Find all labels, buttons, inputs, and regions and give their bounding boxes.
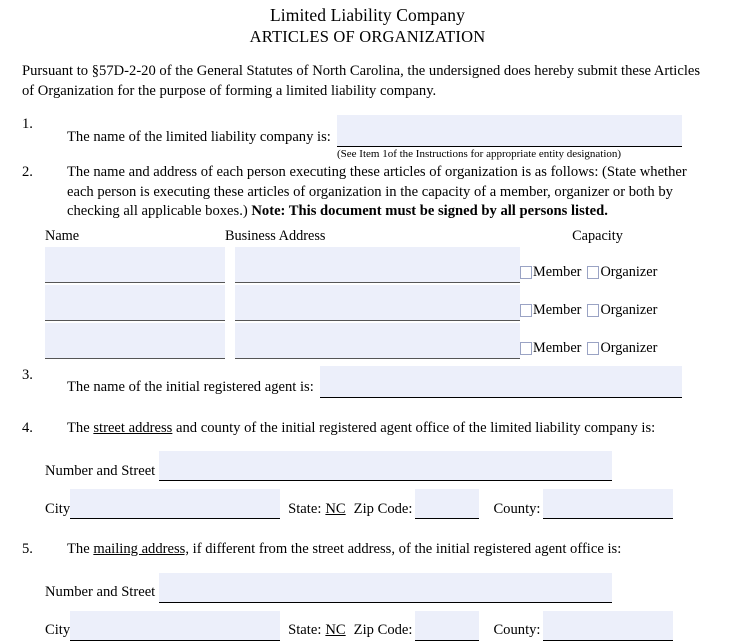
city-label: City [45, 622, 71, 638]
mailing-city-field[interactable] [70, 611, 280, 641]
item-2-number: 2. [22, 164, 33, 180]
item-1-number: 1. [22, 116, 33, 132]
signatory-name-field[interactable] [45, 323, 225, 359]
item-2-note-text: This document must be signed by all persons listed. [285, 203, 608, 219]
organizer-label: Organizer [600, 339, 658, 356]
item-3-number: 3. [22, 366, 33, 383]
member-checkbox[interactable] [520, 342, 532, 355]
county-label: County: [493, 622, 541, 638]
item-4-number: 4. [22, 419, 33, 436]
item-1-label: The name of the limited liability company is: [67, 128, 331, 145]
column-header-business-address: Business Address [225, 227, 326, 244]
member-label: Member [533, 263, 582, 280]
item-2-body [67, 163, 713, 222]
member-label: Member [533, 301, 582, 318]
item-3-label: The name of the initial registered agent is: [67, 379, 314, 395]
item-1-body [67, 115, 713, 147]
signatory-name-field[interactable] [45, 285, 225, 321]
company-name-field[interactable] [337, 115, 682, 147]
item-5-number: 5. [22, 541, 33, 557]
organizer-checkbox[interactable] [587, 342, 599, 355]
member-checkbox[interactable] [520, 266, 532, 279]
organizer-checkbox[interactable] [587, 266, 599, 279]
item-4-text-before: The [67, 419, 94, 436]
capacity-group [520, 264, 680, 283]
number-street-label: Number and Street [45, 462, 156, 479]
item-5-body [67, 540, 713, 560]
item-4 [22, 419, 713, 439]
state-label: State: [288, 622, 322, 638]
item-5-text-before: The [67, 541, 94, 557]
mailing-number-street-field[interactable] [159, 573, 612, 603]
column-header-name: Name [45, 227, 80, 244]
county-label: County: [493, 500, 541, 517]
street-address-city-line [45, 489, 735, 519]
item-5-underlined-term: mailing address, [93, 541, 189, 557]
item-1 [22, 115, 713, 147]
column-header-capacity: Capacity [572, 227, 623, 244]
street-number-street-field[interactable] [159, 451, 612, 481]
item-3 [22, 366, 713, 398]
item-2 [22, 163, 713, 222]
signatory-address-field[interactable] [235, 247, 520, 283]
intro-paragraph: Pursuant to §57D-2-20 of the General Statutes of North Carolina, the undersigned does hereby submit these Articles of Organization for the purpose of forming a limited liability company. [22, 63, 701, 99]
zip-code-label: Zip Code: [353, 622, 413, 638]
table-row [45, 283, 735, 321]
mailing-address-number-line [45, 573, 735, 603]
mailing-zip-field[interactable] [415, 611, 479, 641]
document-header [0, 0, 735, 48]
item-4-text-after: and county of the initial registered agent office of the limited liability company is: [172, 419, 656, 436]
mailing-county-field[interactable] [543, 611, 673, 641]
number-street-label: Number and Street [45, 584, 156, 600]
item-2-note-label: Note: [251, 203, 286, 219]
zip-code-label: Zip Code: [353, 500, 413, 517]
state-value: NC [325, 500, 346, 517]
organizer-checkbox[interactable] [587, 304, 599, 317]
item-2-text: The name and address of each person executing these articles of organization is as follows: (State whether each person is executing these articles of organization in the capacity of a member, organizer or both by checking all applicable boxes.) [67, 164, 687, 219]
state-label: State: [288, 500, 322, 517]
registered-agent-name-field[interactable] [320, 366, 682, 398]
item-1-hint: (See Item 1of the Instructions for appropriate entity designation) [337, 148, 622, 160]
state-value: NC [325, 622, 346, 638]
street-county-field[interactable] [543, 489, 673, 519]
item-4-body [67, 419, 713, 439]
street-zip-field[interactable] [415, 489, 479, 519]
member-checkbox[interactable] [520, 304, 532, 317]
mailing-address-city-line [45, 611, 735, 641]
item-5 [22, 540, 713, 560]
member-label: Member [533, 339, 582, 356]
street-address-number-line [45, 451, 735, 481]
capacity-group [520, 302, 680, 321]
item-4-underlined-term: street address [93, 419, 173, 436]
signatories-table [45, 228, 735, 359]
item-5-text-after: if different from the street address, of the initial registered agent office is: [189, 541, 622, 557]
table-row [45, 245, 735, 283]
document-title-primary: Limited Liability Company [270, 5, 465, 25]
signatory-address-field[interactable] [235, 323, 520, 359]
table-row [45, 321, 735, 359]
table-header-row [45, 228, 735, 245]
document-title-secondary: ARTICLES OF ORGANIZATION [249, 27, 486, 46]
item-3-body [67, 366, 713, 398]
organizer-label: Organizer [600, 301, 658, 318]
organizer-label: Organizer [600, 263, 658, 280]
capacity-group [520, 340, 680, 359]
street-city-field[interactable] [70, 489, 280, 519]
signatory-name-field[interactable] [45, 247, 225, 283]
city-label: City [45, 500, 71, 517]
signatory-address-field[interactable] [235, 285, 520, 321]
